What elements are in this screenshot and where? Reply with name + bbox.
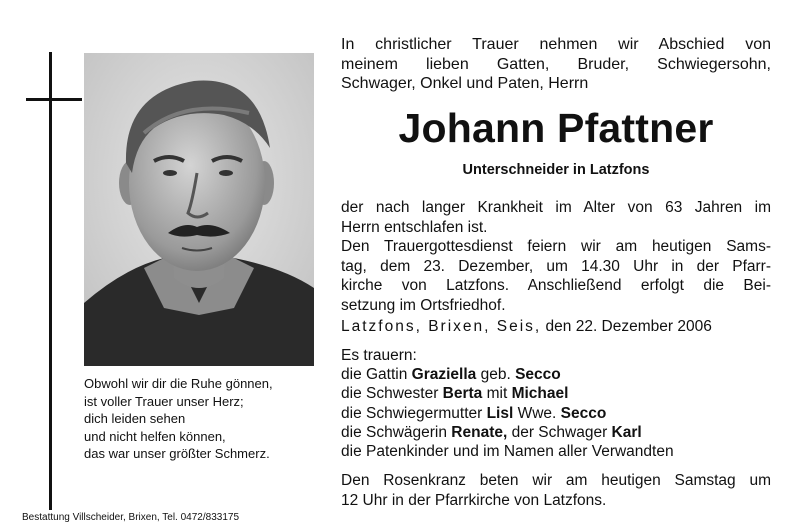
memorial-poem bbox=[84, 375, 324, 463]
poem-line: das war unser größter Schmerz. bbox=[84, 446, 270, 462]
funeral-home-footer: Bestattung Villscheider, Brixen, Tel. 0472/833175 bbox=[22, 512, 240, 523]
mourner-relation: die Gattin bbox=[341, 366, 412, 384]
deceased-name: Johann Pfattner bbox=[398, 105, 714, 151]
service-text bbox=[341, 237, 771, 315]
intro-line: Schwager, Onkel und Paten, Herrn bbox=[341, 75, 589, 92]
mourner-name: Renate, bbox=[451, 423, 508, 441]
mourner-line bbox=[341, 404, 771, 423]
mourner-name: Lisl bbox=[486, 404, 514, 422]
mourner-line bbox=[341, 442, 771, 461]
mourner-line bbox=[341, 384, 771, 403]
intro-text bbox=[341, 35, 771, 94]
mourner-name: Graziella bbox=[411, 366, 477, 384]
mourner-name: Secco bbox=[560, 404, 607, 422]
mourner-relation: die Patenkinder und im Namen aller Verwandten bbox=[341, 443, 674, 461]
death-line: Herrn entschlafen ist. bbox=[341, 218, 488, 236]
mourner-relation: die Schwiegermutter bbox=[341, 404, 487, 422]
mourner-line bbox=[341, 365, 771, 384]
mourner-name: Berta bbox=[442, 385, 483, 403]
mourners-list bbox=[341, 346, 771, 461]
rosary-line: Den Rosenkranz beten wir am heutigen Samstag um bbox=[341, 472, 771, 489]
service-line: Den Trauergottesdienst feiern wir am heutigen Sams- bbox=[341, 238, 771, 255]
poem-line: dich leiden sehen bbox=[84, 411, 186, 427]
mourner-name: Michael bbox=[511, 385, 569, 403]
mourner-line bbox=[341, 423, 771, 442]
cross-vertical-bar bbox=[49, 52, 52, 510]
mourner-relation: mit bbox=[482, 385, 512, 403]
intro-line: In christlicher Trauer nehmen wir Abschied von bbox=[341, 36, 771, 53]
rosary-text bbox=[341, 471, 771, 510]
poem-line: und nicht helfen können, bbox=[84, 428, 226, 444]
portrait-photo bbox=[84, 53, 314, 366]
rosary-line: 12 Uhr in der Pfarrkirche von Latzfons. bbox=[341, 491, 607, 509]
mourner-relation: die Schwägerin bbox=[341, 423, 452, 441]
deceased-role: Unterschneider in Latzfons bbox=[462, 162, 650, 178]
mourner-relation: die Schwester bbox=[341, 385, 443, 403]
service-line: tag, dem 23. Dezember, um 14.30 Uhr in der Pfarr- bbox=[341, 257, 771, 275]
intro-line: meinem lieben Gatten, Bruder, Schwiegersohn, bbox=[341, 55, 771, 73]
portrait-photo-image bbox=[84, 53, 314, 366]
mourner-name: Secco bbox=[515, 366, 561, 384]
death-text bbox=[341, 198, 771, 237]
mourner-relation: der Schwager bbox=[507, 423, 612, 441]
death-line: der nach langer Krankheit im Alter von 63 Jahren im bbox=[341, 199, 771, 216]
mourner-name: Karl bbox=[611, 423, 642, 441]
poem-line: Obwohl wir dir die Ruhe gönnen, bbox=[84, 376, 273, 391]
service-line: setzung im Ortsfriedhof. bbox=[341, 296, 506, 314]
poem-line: ist voller Trauer unser Herz; bbox=[84, 393, 244, 409]
cross-horizontal-bar bbox=[26, 98, 82, 101]
mourner-relation: Wwe. bbox=[513, 404, 561, 422]
mourners-heading: Es trauern: bbox=[341, 347, 417, 364]
mourner-relation: geb. bbox=[476, 366, 516, 384]
place-names: Latzfons, Brixen, Seis, bbox=[341, 318, 542, 335]
notice-date: den 22. Dezember 2006 bbox=[545, 318, 712, 335]
service-line: kirche von Latzfons. Anschließend erfolgt die Bei- bbox=[341, 277, 771, 294]
mourner-rows bbox=[341, 365, 771, 461]
place-date-line bbox=[341, 318, 771, 336]
